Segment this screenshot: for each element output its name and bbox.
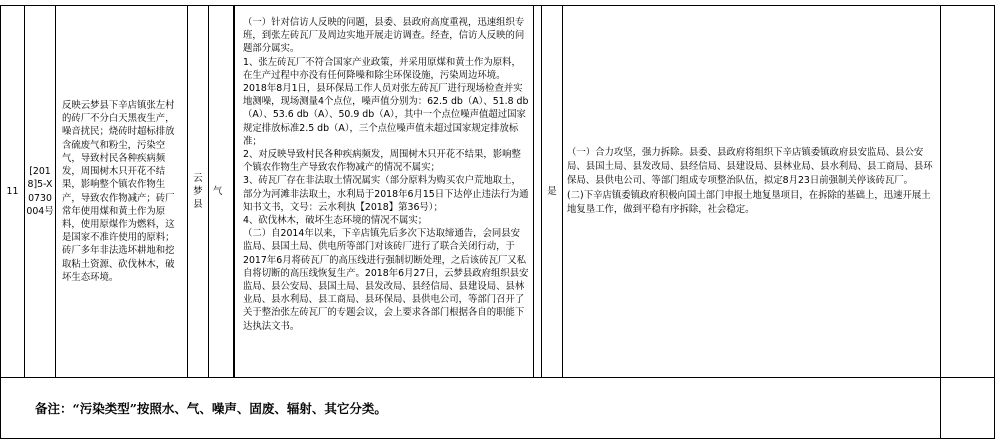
investigation-para: 2、对反映导致村民各种疾病频发，周围树木只开花不结果，影响整个镇农作物生产导致农作物减产的情况不属实； [243, 149, 521, 174]
county-name: 云梦县 [193, 172, 203, 211]
investigation-cell [234, 6, 534, 378]
investigation-para: 3、砖瓦厂存在非法取土情况属实（部分原料为购买农户荒地取土，部分为河滩非法取土，水利局于2018年6月15日下达停止违法行为通知书文书，文号：云水利执【2018】第36号）； [243, 175, 529, 213]
handling-para: (二)下辛店镇委镇政府积极向国土部门申报土地复垦项目，在拆除的基础上，迅速开展土地复垦工作，做到平稳有序拆除，社会稳定。 [567, 189, 931, 215]
pollution-type-cell [209, 6, 234, 378]
footnote: 备注：“污染类型”按照水、气、噪声、固废、辐射、其它分类。 [35, 401, 387, 416]
investigation-para: （二）自2014年以来，下辛店镇先后多次下达取缔通告，会同县安监局、县国土局、供电所等部门对该砖厂进行了联合关闭行动，于2017年6月将砖瓦厂的高压线进行强制切断处理，之后该砖瓦厂又私自将切断的高压线恢复生产。2018年6月27日，云梦县政府组织县安监局、县公安局、县国土局、县发改局、县经信局、县建设局、县林业局、县水利局、县工商局、县环保局、县供电公司，等部门召开了关于整治张左砖瓦厂的专题会议，会上要求各部门根据各自的职能下达执法文书。 [243, 228, 529, 332]
verdict: 是 [547, 185, 557, 197]
row-index-cell [0, 6, 25, 378]
investigation-para: 1、张左砖瓦厂不符合国家产业政策，并采用原煤和黄土作为原料，在生产过程中亦没有任何降噪和除尘环保设施，污染周边环境。2018年8月1日，县环保局工作人员对张左砖瓦厂进行现场检查并实地测噪，现场测量4个点位，噪声值分别为：62.5 db（A）、51.8 db（A）、53.6 db（A）、50.9 db（A），其中一个点位噪声值超过国家规定排放标准2.5 db（A），三个点位噪声值未超过国家规定排放标准； [243, 56, 529, 147]
complaint-text: 反映云梦县下辛店镇张左村的砖厂不分白天黑夜生产，噪音扰民；烧砖时超标排放含硫废气和粉尘，污染空气，导致村民各种疾病频发，周围树木只开花不结果，影响整个镇农作物生产，导致农作物减产；砖厂常年使用煤和黄土作为原料，使用原煤作为燃料，这是国家不准许使用的原料；砖厂多年非法选坏耕地和挖取粘土资源、砍伐林木，破坏生态环境。 [62, 100, 175, 283]
spacer-cell [534, 6, 542, 378]
footnote-blank-cell [941, 378, 995, 439]
row-index: 11 [6, 185, 19, 197]
handling-para: （一）合力攻坚，强力拆除。县委、县政府将组织下辛店镇委镇政府县安监局、县公安局、县国土局、县发改局、县经信局、县建设局、县林业局、县水利局、县工商局、县环保局、县供电公司、等部门组成专项整治队伍，拟定8月23日前强制关停该砖瓦厂。 [567, 146, 933, 187]
investigation-para: （一）针对信访人反映的问题，县委、县政府高度重视，迅速组织专班，到张左砖瓦厂及周边实地开展走访调查。经查，信访人反映的问题部分属实。 [243, 17, 525, 55]
investigation-para: 4、砍伐林木，破坏生态环境的情况不属实； [243, 215, 428, 227]
case-id-cell [25, 6, 56, 378]
blank-last-column [941, 6, 995, 378]
complaint-cell [56, 6, 188, 378]
county-cell [188, 6, 209, 378]
footnote-cell [0, 378, 941, 439]
verdict-cell [542, 6, 563, 378]
case-id: [2018]5-X0730004号 [26, 166, 54, 217]
pollution-type: 气 [213, 185, 223, 197]
handling-cell [563, 6, 941, 378]
